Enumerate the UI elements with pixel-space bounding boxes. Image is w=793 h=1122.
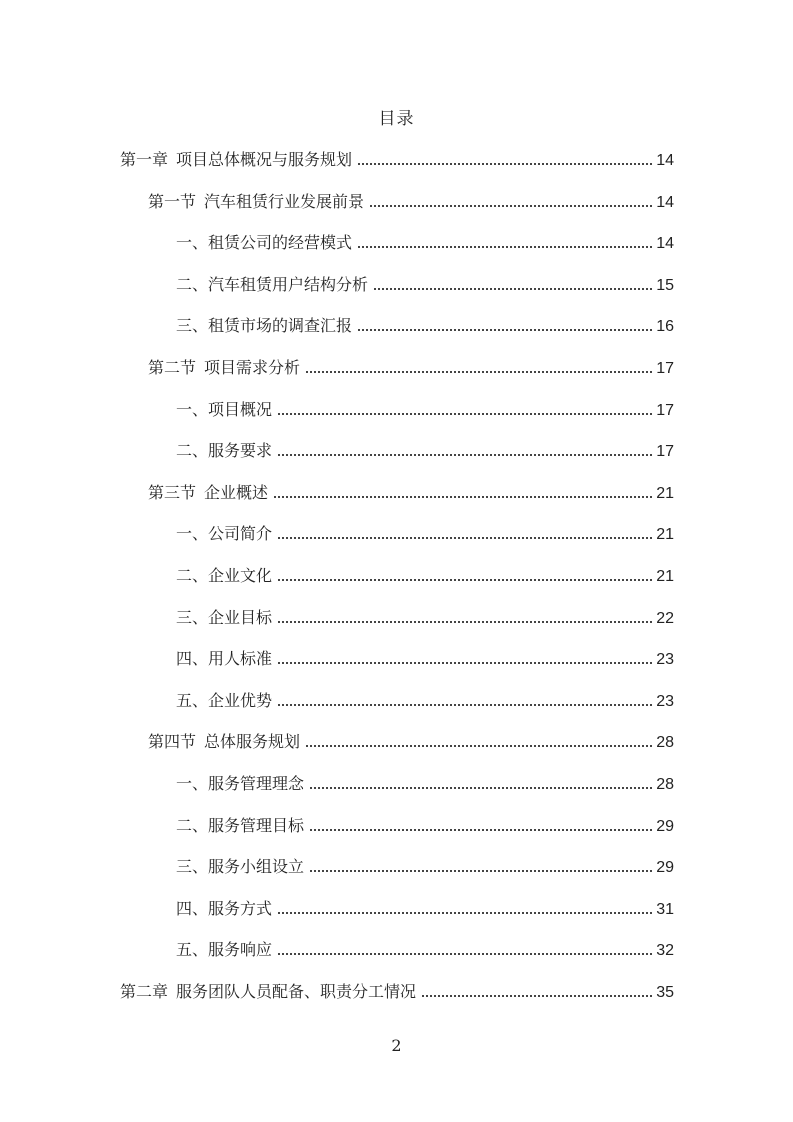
toc-entry-number: 四、 [176,898,209,918]
toc-entry-text: 企业概述 [204,482,269,502]
toc-entry-level-2[interactable] [148,479,674,503]
toc-entry-text: 服务小组设立 [208,857,305,877]
dot-leader [358,245,652,248]
dot-leader [278,620,652,623]
toc-entry-page: 28 [656,776,674,793]
toc-entry-text: 租赁公司的经营模式 [208,233,353,253]
dot-leader [374,287,652,290]
toc-entry-level-2[interactable] [148,728,674,752]
toc-entry-text: 服务团队人员配备、职责分工情况 [176,982,417,1001]
toc-entry-page: 14 [656,152,674,169]
toc-entry-number: 第一节 [148,191,197,211]
toc-entry-text: 服务响应 [208,940,273,960]
toc-entry-level-3[interactable] [176,687,674,711]
toc-entry-level-2[interactable] [148,188,674,212]
toc-entry-text: 服务方式 [208,898,273,918]
dot-leader [358,328,652,331]
toc-entry-level-3[interactable] [176,645,674,669]
toc-entry-text: 服务管理理念 [208,774,305,793]
toc-entry-page: 28 [656,734,674,752]
toc-entry-level-1[interactable] [120,146,674,170]
toc-entry-number: 第一章 [120,150,169,169]
toc-entry-page: 14 [656,193,674,211]
dot-leader [422,994,652,997]
toc-entry-page: 14 [656,235,674,253]
toc-entry-number: 三、 [176,316,209,336]
toc-entry-page: 29 [656,817,674,835]
dot-leader [370,204,652,207]
toc-entry-text: 企业优势 [208,690,273,710]
toc-entry-level-3[interactable] [176,271,674,295]
dot-leader [274,495,652,498]
toc-entry-level-3[interactable] [176,770,674,794]
toc-entry-page: 16 [656,318,674,336]
toc-entry-text: 用人标准 [208,649,273,669]
toc-entry-number: 第四节 [148,732,197,752]
toc-entry-number: 第三节 [148,482,197,502]
toc-entry-text: 汽车租赁行业发展前景 [204,191,365,211]
toc-entry-text: 项目概况 [208,399,273,419]
dot-leader [278,536,652,539]
toc-entry-level-3[interactable] [176,520,674,544]
toc-entry-number: 五、 [176,940,209,960]
toc-title: 目录 [378,109,415,129]
toc-entry-number: 二、 [176,815,209,835]
toc-entry-number: 二、 [176,566,209,585]
toc-entry-page: 21 [656,526,674,544]
toc-entry-page: 29 [656,859,674,877]
toc-entry-page: 22 [656,609,674,627]
toc-entry-text: 服务要求 [208,441,273,461]
toc-entry-level-3[interactable] [176,312,674,336]
toc-entry-page: 23 [656,651,674,669]
dot-leader [278,703,652,706]
dot-leader [310,869,652,872]
toc-entry-level-3[interactable] [176,812,674,836]
toc-entry-page: 23 [656,692,674,710]
dot-leader [306,744,652,747]
toc-entry-page: 31 [656,900,674,918]
toc-entry-number: 一、 [176,774,209,793]
dot-leader [278,952,652,955]
toc-entry-page: 15 [656,276,674,294]
toc-entry-level-3[interactable] [176,562,674,586]
toc-entry-text: 汽车租赁用户结构分析 [208,274,369,294]
toc-entry-number: 一、 [176,233,209,253]
page-number: 2 [391,1036,402,1055]
dot-leader [306,370,652,373]
toc-entry-level-1[interactable] [120,978,674,1002]
toc-entry-level-3[interactable] [176,895,674,919]
toc-entry-number: 四、 [176,649,209,669]
toc-entry-page: 35 [656,984,674,1001]
toc-entry-level-3[interactable] [176,396,674,420]
dot-leader [278,412,652,415]
toc-entry-level-2[interactable] [148,354,674,378]
toc-entry-number: 二、 [176,441,209,461]
toc-entry-page: 17 [656,360,674,377]
toc-entry-text: 项目总体概况与服务规划 [176,150,353,169]
toc-entry-number: 一、 [176,524,209,544]
toc-entry-level-3[interactable] [176,604,674,628]
dot-leader [278,578,652,581]
toc-entry-text: 公司简介 [208,524,273,544]
dot-leader [310,786,652,789]
toc-entry-number: 二、 [176,274,209,294]
toc-entry-page: 17 [656,401,674,419]
dot-leader [358,162,652,165]
toc-entry-number: 三、 [176,607,209,627]
toc-entry-text: 租赁市场的调查汇报 [208,316,353,336]
toc-entry-number: 五、 [176,690,209,710]
toc-entry-page: 32 [656,942,674,960]
toc-entry-text: 项目需求分析 [204,358,301,377]
dot-leader [278,911,652,914]
toc-entry-number: 一、 [176,399,209,419]
dot-leader [278,453,652,456]
toc-entry-text: 服务管理目标 [208,815,305,835]
toc-entry-level-3[interactable] [176,853,674,877]
toc-entry-page: 21 [656,568,674,585]
toc-entry-number: 第二节 [148,358,197,377]
dot-leader [310,828,652,831]
toc-entry-level-3[interactable] [176,936,674,960]
toc-entry-text: 总体服务规划 [204,732,301,752]
toc-entry-number: 第二章 [120,982,169,1001]
toc-entry-level-3[interactable] [176,229,674,253]
dot-leader [278,661,652,664]
toc-entry-page: 17 [656,443,674,461]
toc-entry-text: 企业目标 [208,607,273,627]
toc-entry-level-3[interactable] [176,437,674,461]
toc-entry-page: 21 [656,484,674,502]
toc-entry-text: 企业文化 [208,566,273,585]
toc-entry-number: 三、 [176,857,209,877]
